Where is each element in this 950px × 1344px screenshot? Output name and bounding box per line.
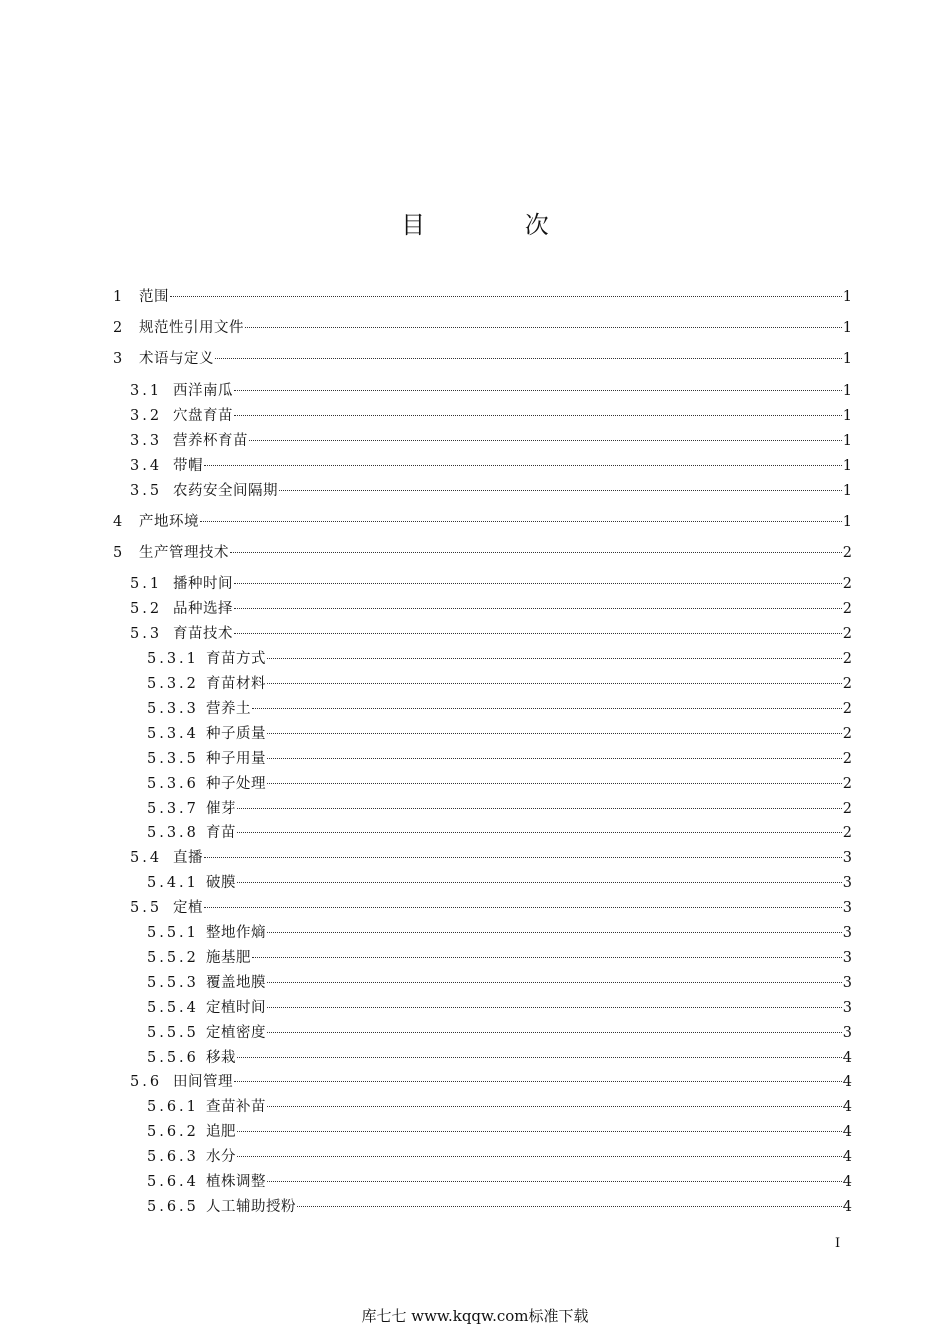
toc-entry-page: 1 [842, 351, 852, 367]
toc-entry-label: 定植密度 [206, 1025, 266, 1041]
toc-entry-number: 5.5.6 [147, 1050, 199, 1066]
toc-entry-page: 2 [842, 676, 852, 692]
toc-entry-number: 2 [113, 320, 126, 336]
toc-dot-leader [279, 490, 842, 491]
toc-entry-label: 移栽 [206, 1050, 236, 1066]
footer-watermark: 库七七 www.kqqw.com标准下载 [361, 1307, 589, 1325]
toc-entry[interactable] [0, 1197, 950, 1217]
toc-entry[interactable] [0, 318, 950, 338]
toc-entry-label: 种子用量 [206, 751, 266, 767]
toc-entry-page: 1 [842, 483, 852, 499]
toc-entry-page: 2 [842, 726, 852, 742]
toc-entry-label: 规范性引用文件 [139, 320, 244, 336]
toc-entry-number: 5.3.8 [147, 825, 199, 841]
toc-entry-label: 整地作熵 [206, 925, 266, 941]
toc-entry-page: 3 [842, 950, 852, 966]
toc-entry[interactable] [0, 574, 950, 594]
toc-entry-number: 5.3 [130, 626, 163, 642]
toc-entry-page: 4 [842, 1199, 852, 1215]
toc-dot-leader [267, 658, 842, 659]
toc-dot-leader [245, 327, 842, 328]
toc-entry-page: 4 [842, 1099, 852, 1115]
toc-dot-leader [234, 608, 842, 609]
toc-entry[interactable] [0, 599, 950, 619]
toc-dot-leader [267, 783, 842, 784]
toc-dot-leader [267, 758, 842, 759]
toc-entry-number: 1 [113, 289, 126, 305]
toc-dot-leader [237, 832, 842, 833]
toc-entry-label: 育苗技术 [173, 626, 233, 642]
toc-entry-label: 水分 [206, 1149, 236, 1165]
toc-entry-number: 5.3.1 [147, 651, 199, 667]
toc-entry-label: 直播 [173, 850, 203, 866]
toc-entry-label: 种子处理 [206, 776, 266, 792]
toc-dot-leader [252, 957, 842, 958]
toc-entry-label: 生产管理技术 [139, 545, 229, 561]
toc-dot-leader [204, 857, 842, 858]
toc-entry-page: 4 [842, 1174, 852, 1190]
toc-entry-number: 5.5.5 [147, 1025, 199, 1041]
toc-entry[interactable] [0, 1097, 950, 1117]
toc-entry[interactable] [0, 1172, 950, 1192]
toc-entry[interactable] [0, 287, 950, 307]
toc-entry[interactable] [0, 823, 950, 843]
toc-entry-page: 1 [842, 289, 852, 305]
toc-dot-leader [267, 982, 842, 983]
toc-dot-leader [249, 440, 842, 441]
toc-entry-label: 营养土 [206, 701, 251, 717]
toc-entry-number: 3 [113, 351, 126, 367]
toc-entry-page: 3 [842, 875, 852, 891]
toc-entry[interactable] [0, 774, 950, 794]
toc-entry[interactable] [0, 649, 950, 669]
toc-dot-leader [237, 882, 842, 883]
toc-dot-leader [267, 1007, 842, 1008]
toc-entry[interactable] [0, 456, 950, 476]
toc-entry-number: 5 [113, 545, 126, 561]
toc-entry-number: 5.4 [130, 850, 163, 866]
toc-dot-leader [237, 808, 842, 809]
toc-dot-leader [234, 583, 842, 584]
toc-entry-number: 5.6.2 [147, 1124, 199, 1140]
toc-entry[interactable] [0, 973, 950, 993]
toc-entry-number: 5.5.3 [147, 975, 199, 991]
toc-entry[interactable] [0, 749, 950, 769]
toc-entry-label: 术语与定义 [139, 351, 214, 367]
toc-entry[interactable] [0, 1122, 950, 1142]
toc-entry-page: 1 [842, 383, 852, 399]
toc-entry[interactable] [0, 898, 950, 918]
toc-entry-number: 5.3.5 [147, 751, 199, 767]
toc-entry-number: 5.3.6 [147, 776, 199, 792]
toc-entry-label: 育苗 [206, 825, 236, 841]
toc-entry[interactable] [0, 1023, 950, 1043]
toc-entry-page: 3 [842, 1025, 852, 1041]
toc-entry-page: 1 [842, 458, 852, 474]
toc-dot-leader [215, 358, 842, 359]
toc-dot-leader [230, 552, 842, 553]
toc-entry-page: 1 [842, 408, 852, 424]
toc-dot-leader [267, 1106, 842, 1107]
toc-dot-leader [237, 1156, 842, 1157]
toc-entry-page: 3 [842, 900, 852, 916]
toc-entry-label: 产地环境 [139, 514, 199, 530]
toc-entry-label: 播种时间 [173, 576, 233, 592]
toc-entry-label: 穴盘育苗 [173, 408, 233, 424]
toc-entry-number: 5.5 [130, 900, 163, 916]
toc-entry-number: 3.4 [130, 458, 163, 474]
toc-dot-leader [234, 390, 842, 391]
toc-dot-leader [204, 465, 842, 466]
toc-entry-number: 5.6.3 [147, 1149, 199, 1165]
toc-dot-leader [234, 1081, 842, 1082]
toc-entry-number: 3.1 [130, 383, 163, 399]
toc-entry[interactable] [0, 406, 950, 426]
toc-entry-page: 2 [842, 651, 852, 667]
toc-entry-label: 人工辅助授粉 [206, 1199, 296, 1215]
toc-entry-label: 育苗方式 [206, 651, 266, 667]
toc-dot-leader [252, 708, 842, 709]
toc-entry-label: 定植 [173, 900, 203, 916]
toc-entry[interactable] [0, 923, 950, 943]
toc-dot-leader [267, 1181, 842, 1182]
toc-entry-number: 5.6.4 [147, 1174, 199, 1190]
toc-entry-page: 2 [842, 601, 852, 617]
toc-entry-label: 营养杯育苗 [173, 433, 248, 449]
toc-entry-label: 破膜 [206, 875, 236, 891]
toc-entry-label: 农药安全间隔期 [173, 483, 278, 499]
toc-entry-number: 5.2 [130, 601, 163, 617]
toc-dot-leader [267, 932, 842, 933]
toc-entry-number: 5.1 [130, 576, 163, 592]
toc-entry[interactable] [0, 1048, 950, 1068]
toc-entry[interactable] [0, 349, 950, 369]
toc-entry-page: 1 [842, 320, 852, 336]
toc-entry-page: 4 [842, 1149, 852, 1165]
toc-dot-leader [234, 415, 842, 416]
toc-entry-page: 4 [842, 1050, 852, 1066]
toc-entry[interactable] [0, 1147, 950, 1167]
toc-entry[interactable] [0, 674, 950, 694]
toc-entry-label: 田间管理 [173, 1074, 233, 1090]
page-title: 目 次 [401, 211, 595, 239]
toc-entry-page: 1 [842, 514, 852, 530]
toc-entry-number: 5.6.1 [147, 1099, 199, 1115]
toc-entry-label: 西洋南瓜 [173, 383, 233, 399]
toc-entry[interactable] [0, 543, 950, 563]
toc-entry-label: 植株调整 [206, 1174, 266, 1190]
toc-entry-page: 3 [842, 850, 852, 866]
toc-entry[interactable] [0, 873, 950, 893]
toc-dot-leader [204, 907, 842, 908]
toc-entry-number: 5.3.3 [147, 701, 199, 717]
toc-entry[interactable] [0, 624, 950, 644]
toc-entry-number: 5.6 [130, 1074, 163, 1090]
toc-entry-number: 5.6.5 [147, 1199, 199, 1215]
toc-entry-number: 4 [113, 514, 126, 530]
toc-entry-label: 范围 [139, 289, 169, 305]
toc-entry[interactable] [0, 699, 950, 719]
toc-entry-number: 5.5.2 [147, 950, 199, 966]
toc-entry-label: 覆盖地膜 [206, 975, 266, 991]
toc-dot-leader [237, 1057, 842, 1058]
toc-entry[interactable] [0, 799, 950, 819]
toc-entry-page: 2 [842, 751, 852, 767]
toc-entry-label: 查苗补苗 [206, 1099, 266, 1115]
toc-dot-leader [170, 296, 842, 297]
toc-entry-page: 2 [842, 576, 852, 592]
toc-entry[interactable] [0, 481, 950, 501]
toc-entry-number: 5.3.4 [147, 726, 199, 742]
toc-entry-page: 2 [842, 626, 852, 642]
toc-entry[interactable] [0, 948, 950, 968]
toc-dot-leader [267, 683, 842, 684]
toc-entry-number: 5.3.2 [147, 676, 199, 692]
page-number: I [835, 1236, 841, 1251]
toc-entry-number: 5.5.4 [147, 1000, 199, 1016]
toc-entry-label: 带帽 [173, 458, 203, 474]
toc-entry-label: 追肥 [206, 1124, 236, 1140]
toc-entry[interactable] [0, 512, 950, 532]
toc-dot-leader [200, 521, 842, 522]
toc-entry[interactable] [0, 381, 950, 401]
toc-entry[interactable] [0, 998, 950, 1018]
toc-entry-label: 催芽 [206, 801, 236, 817]
toc-entry-page: 2 [842, 801, 852, 817]
toc-entry-number: 3.5 [130, 483, 163, 499]
toc-entry-label: 定植时间 [206, 1000, 266, 1016]
toc-entry-number: 5.5.1 [147, 925, 199, 941]
toc-entry-page: 1 [842, 433, 852, 449]
toc-entry-label: 育苗材料 [206, 676, 266, 692]
toc-dot-leader [234, 633, 842, 634]
toc-entry-page: 2 [842, 776, 852, 792]
toc-entry-number: 3.3 [130, 433, 163, 449]
toc-dot-leader [267, 733, 842, 734]
toc-entry-number: 5.3.7 [147, 801, 199, 817]
toc-dot-leader [267, 1032, 842, 1033]
toc-entry-label: 施基肥 [206, 950, 251, 966]
toc-entry-label: 种子质量 [206, 726, 266, 742]
toc-entry-page: 2 [842, 701, 852, 717]
toc-entry[interactable] [0, 1072, 950, 1092]
toc-entry-page: 3 [842, 925, 852, 941]
toc-entry[interactable] [0, 431, 950, 451]
toc-dot-leader [237, 1131, 842, 1132]
toc-entry[interactable] [0, 724, 950, 744]
toc-entry-page: 3 [842, 1000, 852, 1016]
toc-entry-page: 4 [842, 1074, 852, 1090]
toc-entry[interactable] [0, 848, 950, 868]
toc-entry-number: 3.2 [130, 408, 163, 424]
toc-entry-page: 2 [842, 545, 852, 561]
toc-entry-number: 5.4.1 [147, 875, 199, 891]
toc-entry-page: 4 [842, 1124, 852, 1140]
toc-dot-leader [297, 1206, 842, 1207]
toc-entry-page: 2 [842, 825, 852, 841]
toc-entry-page: 3 [842, 975, 852, 991]
toc-entry-label: 品种选择 [173, 601, 233, 617]
